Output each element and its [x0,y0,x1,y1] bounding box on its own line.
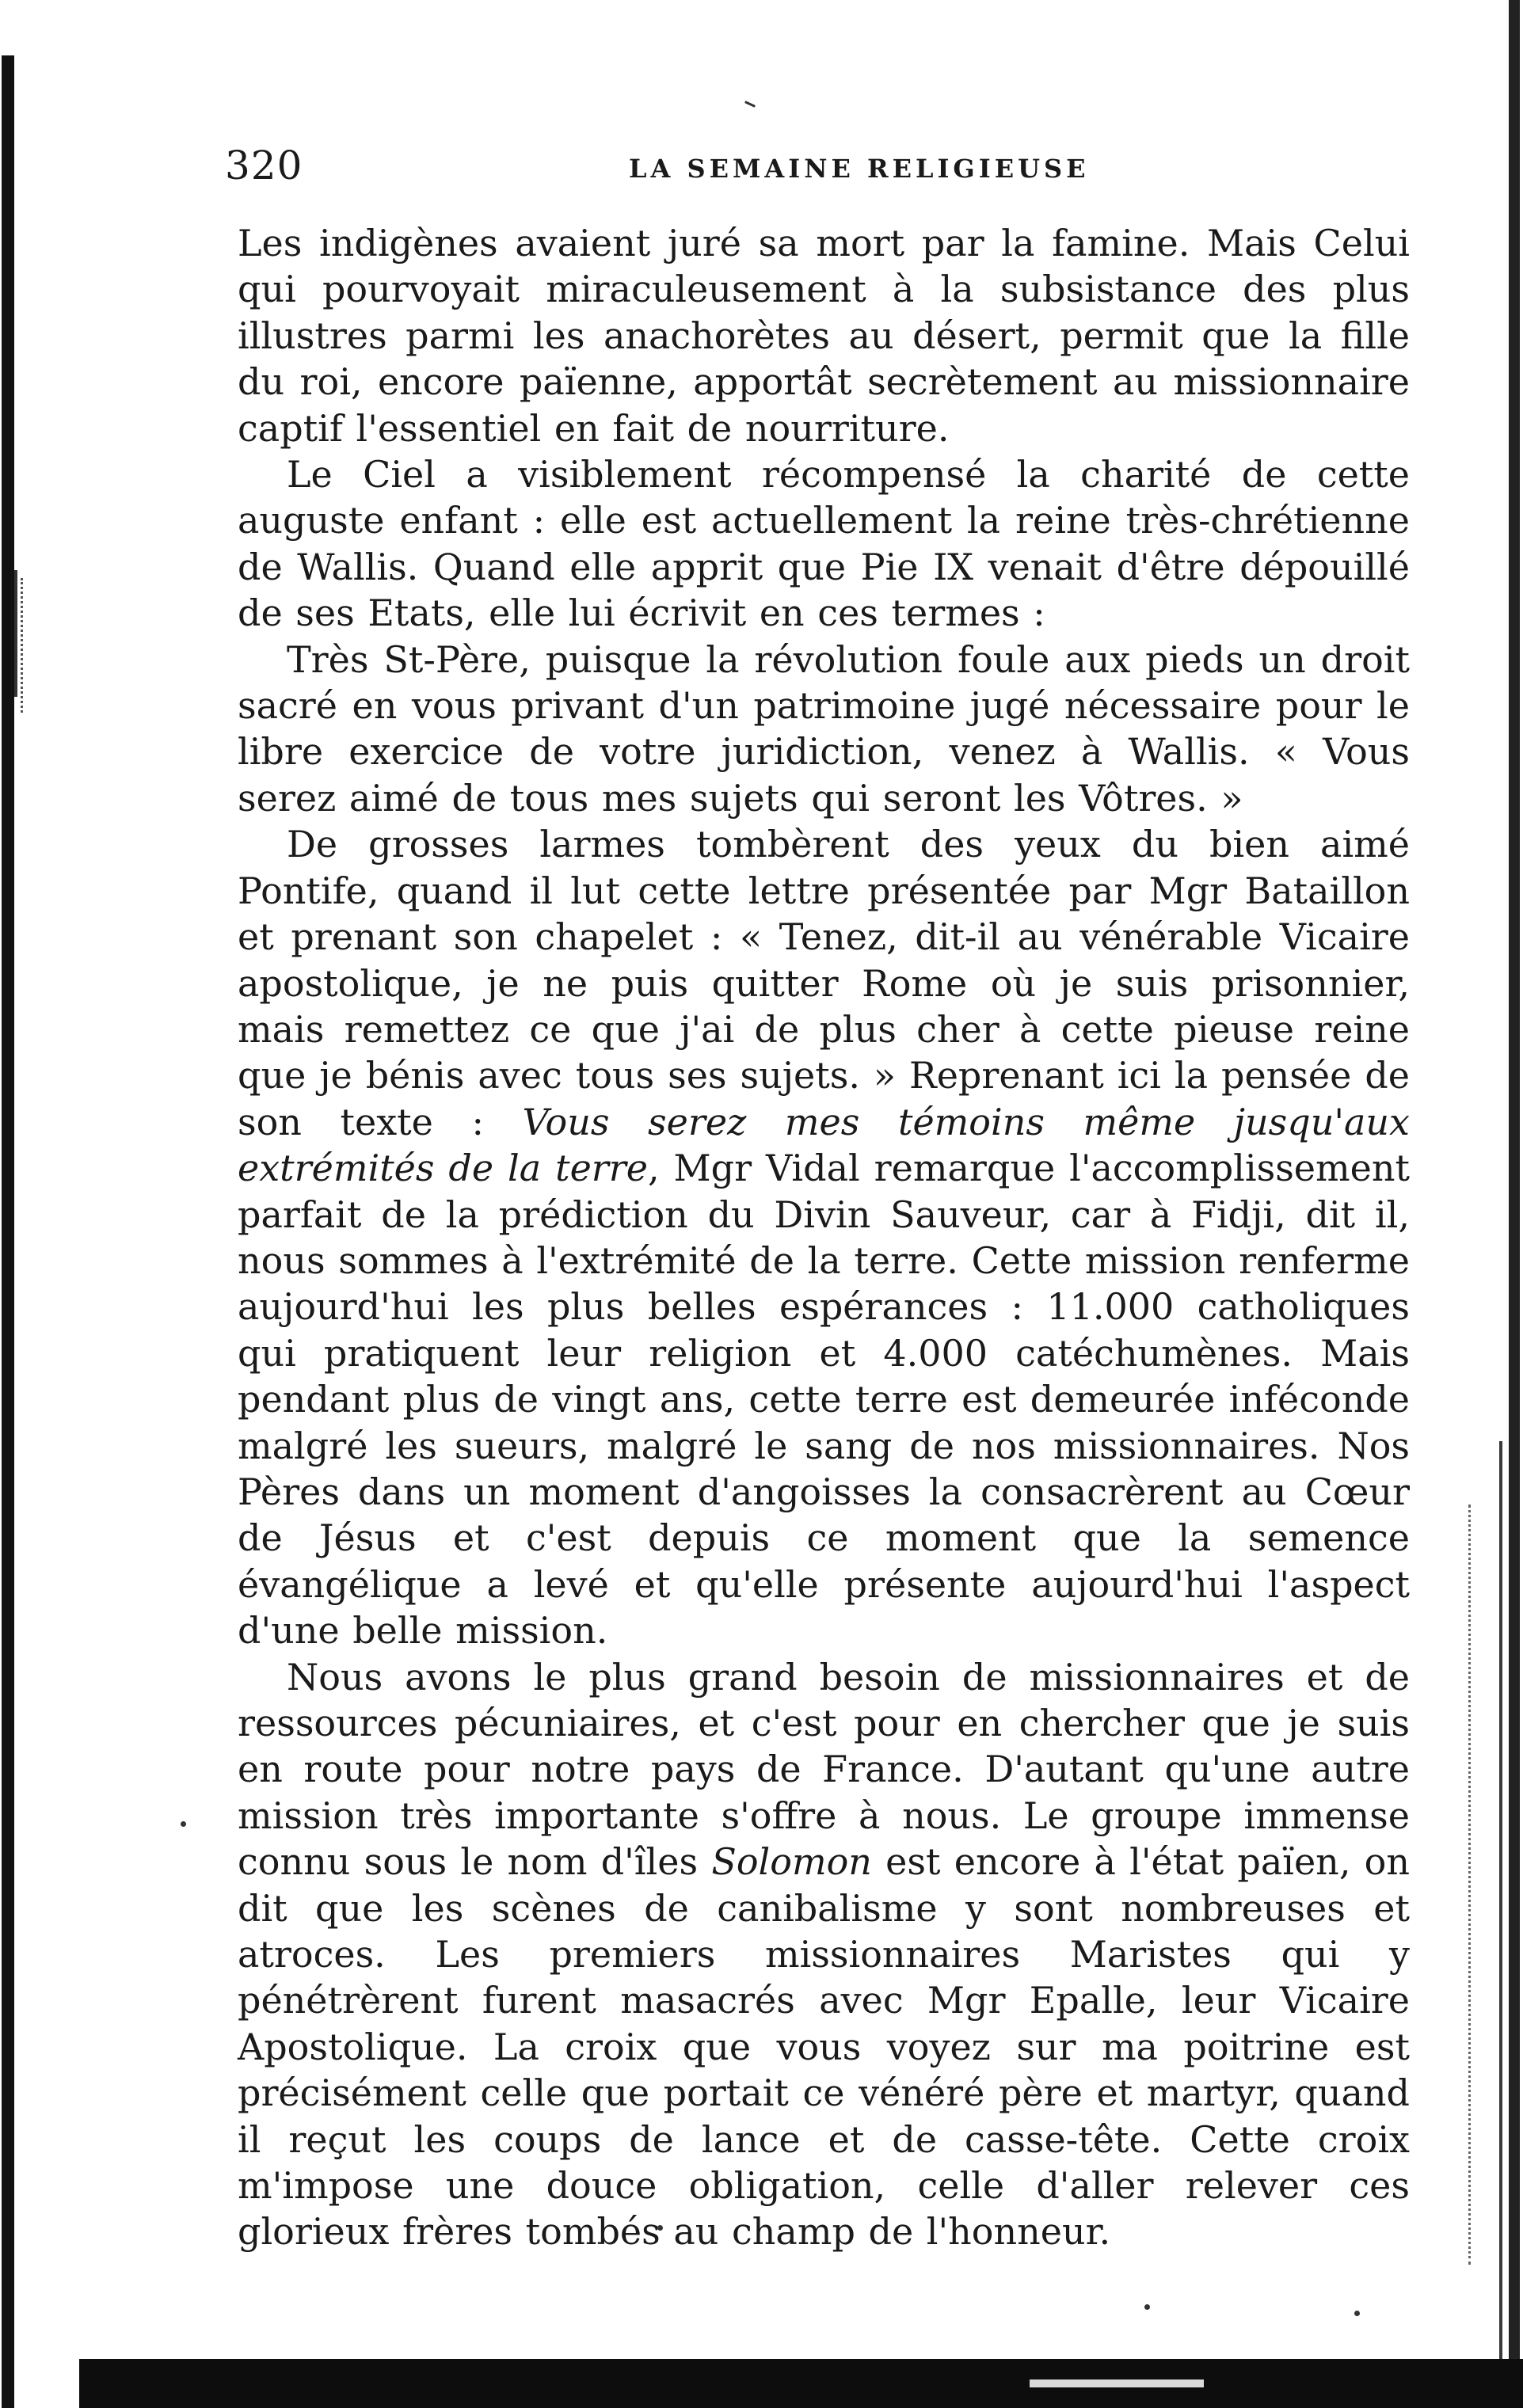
paragraph-4 [238,821,1410,1653]
paragraph-2: Le Ciel a visiblement récompensé la charité de cette auguste enfant : elle est actuellement la reine très-chrétienne de Wallis. Quand elle apprit que Pie IX venait d'être dépouillé de ses Etats, elle lui écrivit en ces termes : [238,453,1410,635]
scan-border-right [1509,0,1520,2408]
page-header [225,143,1389,198]
paragraph-1: Les indigènes avaient juré sa mort par la famine. Mais Celui qui pourvoyait miraculeusement à la subsistance des plus illustres parmi les anachorètes au désert, permit que la fille du roi, encore païenne, apportât secrètement au missionnaire captif l'essentiel en fait de nourriture. [238,222,1410,450]
paragraph-5-text-before: Nous avons le plus grand besoin de missionnaires et de ressources pécuniaires, et c'est pour en chercher que je suis en route pour notre pays de France. D'autant qu'une autre mission très importante s'offre à nous. Le groupe immense connu sous le nom d'îles [238,1655,1410,1884]
scan-border-bottom-gap [1030,2379,1204,2387]
running-title: LA SEMAINE RELIGIEUSE [629,154,1090,184]
paragraph-5-text-after: est encore à l'état païen, on dit que les scènes de canibalisme y sont nombreuses et atroces. Les premiers missionnaires Maristes qui y pénétrèrent furent masacrés avec Mgr Epalle, leur Vicaire Apostolique. La croix que vous voyez sur ma poitrine est précisément celle que portait ce vénéré père et martyr, quand il reçut les coups de lance et de casse-tête. Cette croix m'impose une douce obligation, celle d'aller relever ces glorieux frères tombés au champ de l'honneur. [238,1840,1411,2254]
body-text [238,220,1410,2255]
scan-artifact-dots-right [1468,1505,1474,2265]
scan-border-left-edge [14,570,17,697]
scan-artifact-dots-left [21,578,26,713]
scan-border-bottom [79,2359,1523,2408]
scan-border-right-inner [1499,1441,1502,2383]
scripture-quote: Vous serez mes témoins même jusqu'aux extrémités de la terre [238,1100,1410,1190]
paragraph-5 [238,1654,1410,2255]
paragraph-4-text-before: De grosses larmes tombèrent des yeux du bien aimé Pontife, quand il lut cette lettre présentée par Mgr Bataillon et prenant son chapelet : « Tenez, dit-il au vénérable Vicaire apostolique, je ne puis quitter Rome où je suis prisonnier, mais remettez ce que j'ai de plus cher à cette pieuse reine que je bénis avec tous ses sujets. » Reprenant ici la pensée de son texte : [238,823,1410,1143]
paragraph-3: Très St-Père, puisque la révolution foule aux pieds un droit sacré en vous privant d'un patrimoine jugé nécessaire pour le libre exercice de votre juridiction, venez à Wallis. « Vous serez aimé de tous mes sujets qui seront les Vôtres. » [238,637,1410,820]
island-name: Solomon [711,1840,872,1884]
scan-speck [1354,2311,1360,2316]
scan-speck [744,101,756,108]
scan-border-left [2,55,14,2408]
scan-speck [1144,2304,1150,2310]
paragraph-4-text-after: , Mgr Vidal remarque l'accomplissement parfait de la prédiction du Divin Sauveur, car à Fidji, dit il, nous sommes à l'extrémité de la terre. Cette mission renferme aujourd'hui les plus belles espérances : 11.000 catholiques qui pratiquent leur religion et 4.000 catéchumènes. Mais pendant plus de vingt ans, cette terre est demeurée inféconde malgré les sueurs, malgré le sang de nos missionnaires. Nos Pères dans un moment d'angoisses la consacrèrent au Cœur de Jésus et c'est depuis ce moment que la semence évangélique a levé et qu'elle présente aujourd'hui l'aspect d'une belle mission. [238,1147,1410,1653]
scan-speck [181,1821,186,1827]
page-number: 320 [225,143,303,188]
